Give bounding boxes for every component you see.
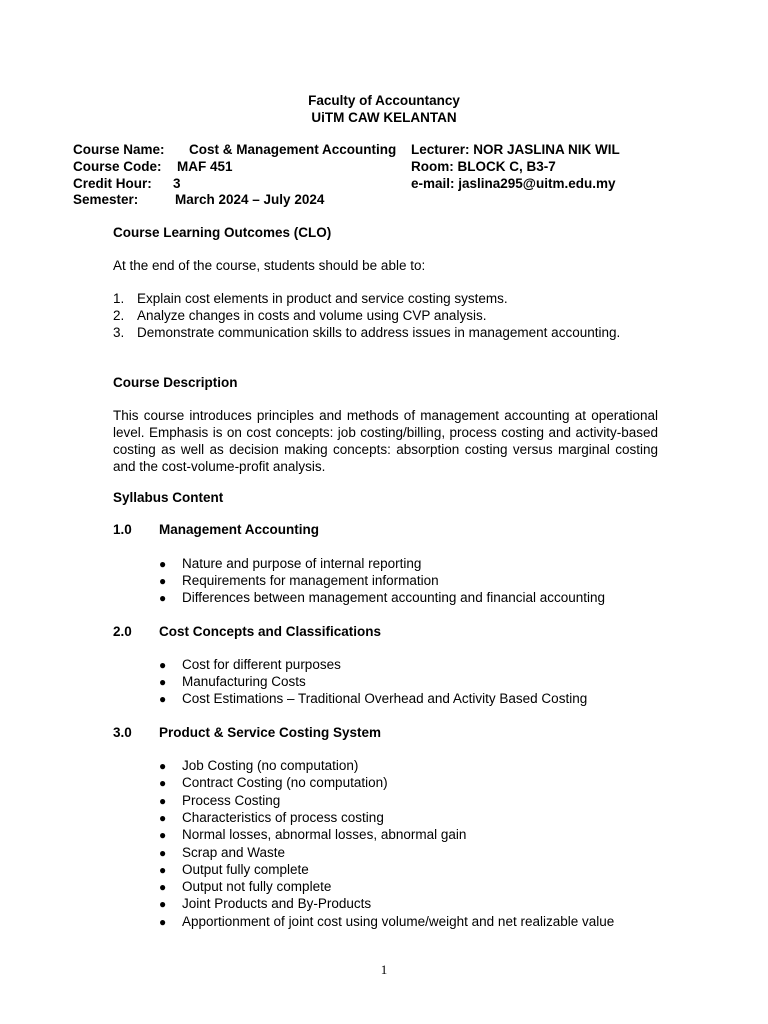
bullet-icon: ● [159,846,167,860]
clo-item-text: Analyze changes in costs and volume using CVP analysis. [137,308,487,323]
course-name-label: Course Name: [73,142,165,157]
room-info: Room: BLOCK C, B3-7 [411,159,556,174]
section-title: Cost Concepts and Classifications [159,624,382,639]
bullet-icon: ● [159,759,167,773]
clo-item-number: 1. [113,291,125,306]
list-item [159,674,306,689]
lecturer-info: Lecturer: NOR JASLINA NIK WIL [411,142,620,157]
list-item [159,862,309,877]
bullet-icon: ● [159,897,167,911]
clo-item [113,291,508,306]
section-number: 3.0 [113,725,132,740]
bullet-icon: ● [159,880,167,894]
list-item-text: Characteristics of process costing [182,810,384,825]
bullet-icon: ● [159,557,167,571]
list-item [159,573,439,588]
email-info: e-mail: jaslina295@uitm.edu.my [411,176,616,191]
section-number: 2.0 [113,624,132,639]
list-item-text: Output not fully complete [182,879,332,894]
list-item [159,827,466,842]
course-code-label: Course Code: [73,159,162,174]
bullet-icon: ● [159,915,167,929]
list-item [159,691,587,706]
bullet-icon: ● [159,658,167,672]
list-item-text: Normal losses, abnormal losses, abnormal gain [182,827,467,842]
campus-title: UiTM CAW KELANTAN [311,110,457,125]
bullet-icon: ● [159,692,167,706]
page-number: 1 [380,962,388,977]
bullet-icon: ● [159,828,167,842]
course-code-value: MAF 451 [177,159,233,174]
list-item-text: Joint Products and By-Products [182,896,372,911]
list-item-text: Scrap and Waste [182,845,286,860]
clo-item [113,308,486,323]
clo-item-text: Demonstrate communication skills to address issues in management accounting. [137,325,621,340]
list-item [159,896,371,911]
list-item-text: Contract Costing (no computation) [182,775,388,790]
credit-hour-label: Credit Hour: [73,176,152,191]
section-title: Management Accounting [159,522,320,537]
semester-value: March 2024 – July 2024 [175,192,325,207]
list-item [159,556,421,571]
list-item-text: Differences between management accounting and financial accounting [182,590,606,605]
list-item-text: Cost Estimations – Traditional Overhead and Activity Based Costing [182,691,588,706]
bullet-icon: ● [159,811,167,825]
list-item-text: Nature and purpose of internal reporting [182,556,422,571]
list-item-text: Output fully complete [182,862,309,877]
semester-label: Semester: [73,192,139,207]
faculty-title: Faculty of Accountancy [308,93,460,108]
list-item-text: Cost for different purposes [182,657,341,672]
bullet-icon: ● [159,776,167,790]
clo-item-text: Explain cost elements in product and service costing systems. [137,291,508,306]
bullet-icon: ● [159,591,167,605]
bullet-icon: ● [159,574,167,588]
section-number: 1.0 [113,522,132,537]
bullet-icon: ● [159,794,167,808]
clo-item [113,325,620,340]
list-item-text: Process Costing [182,793,281,808]
list-item [159,590,605,605]
list-item [159,810,384,825]
clo-item-number: 3. [113,325,125,340]
credit-hour-value: 3 [173,176,181,191]
list-item-text: Job Costing (no computation) [182,758,359,773]
list-item [159,775,388,790]
bullet-icon: ● [159,863,167,877]
list-item [159,879,331,894]
list-item-text: Apportionment of joint cost using volume/weight and net realizable value [182,914,615,929]
list-item-text: Manufacturing Costs [182,674,306,689]
section-title: Product & Service Costing System [159,725,382,740]
list-item [159,657,341,672]
course-name-value: Cost & Management Accounting [189,142,397,157]
description-heading: Course Description [113,375,238,390]
bullet-icon: ● [159,675,167,689]
clo-intro: At the end of the course, students should be able to: [113,258,426,273]
clo-heading: Course Learning Outcomes (CLO) [113,225,332,240]
list-item-text: Requirements for management information [182,573,439,588]
list-item [159,758,358,773]
description-paragraph: This course introduces principles and methods of management accounting at operational level. Emphasis is on cost concepts: job costing/billing, process costing and activity-based costing as well as decision making concepts: absorption costing versus marginal costing and the cost-volume-profit analysis. [113,408,658,474]
list-item [159,845,285,860]
syllabus-heading: Syllabus Content [113,490,224,505]
list-item [159,793,280,808]
list-item [159,914,614,929]
clo-item-number: 2. [113,308,125,323]
